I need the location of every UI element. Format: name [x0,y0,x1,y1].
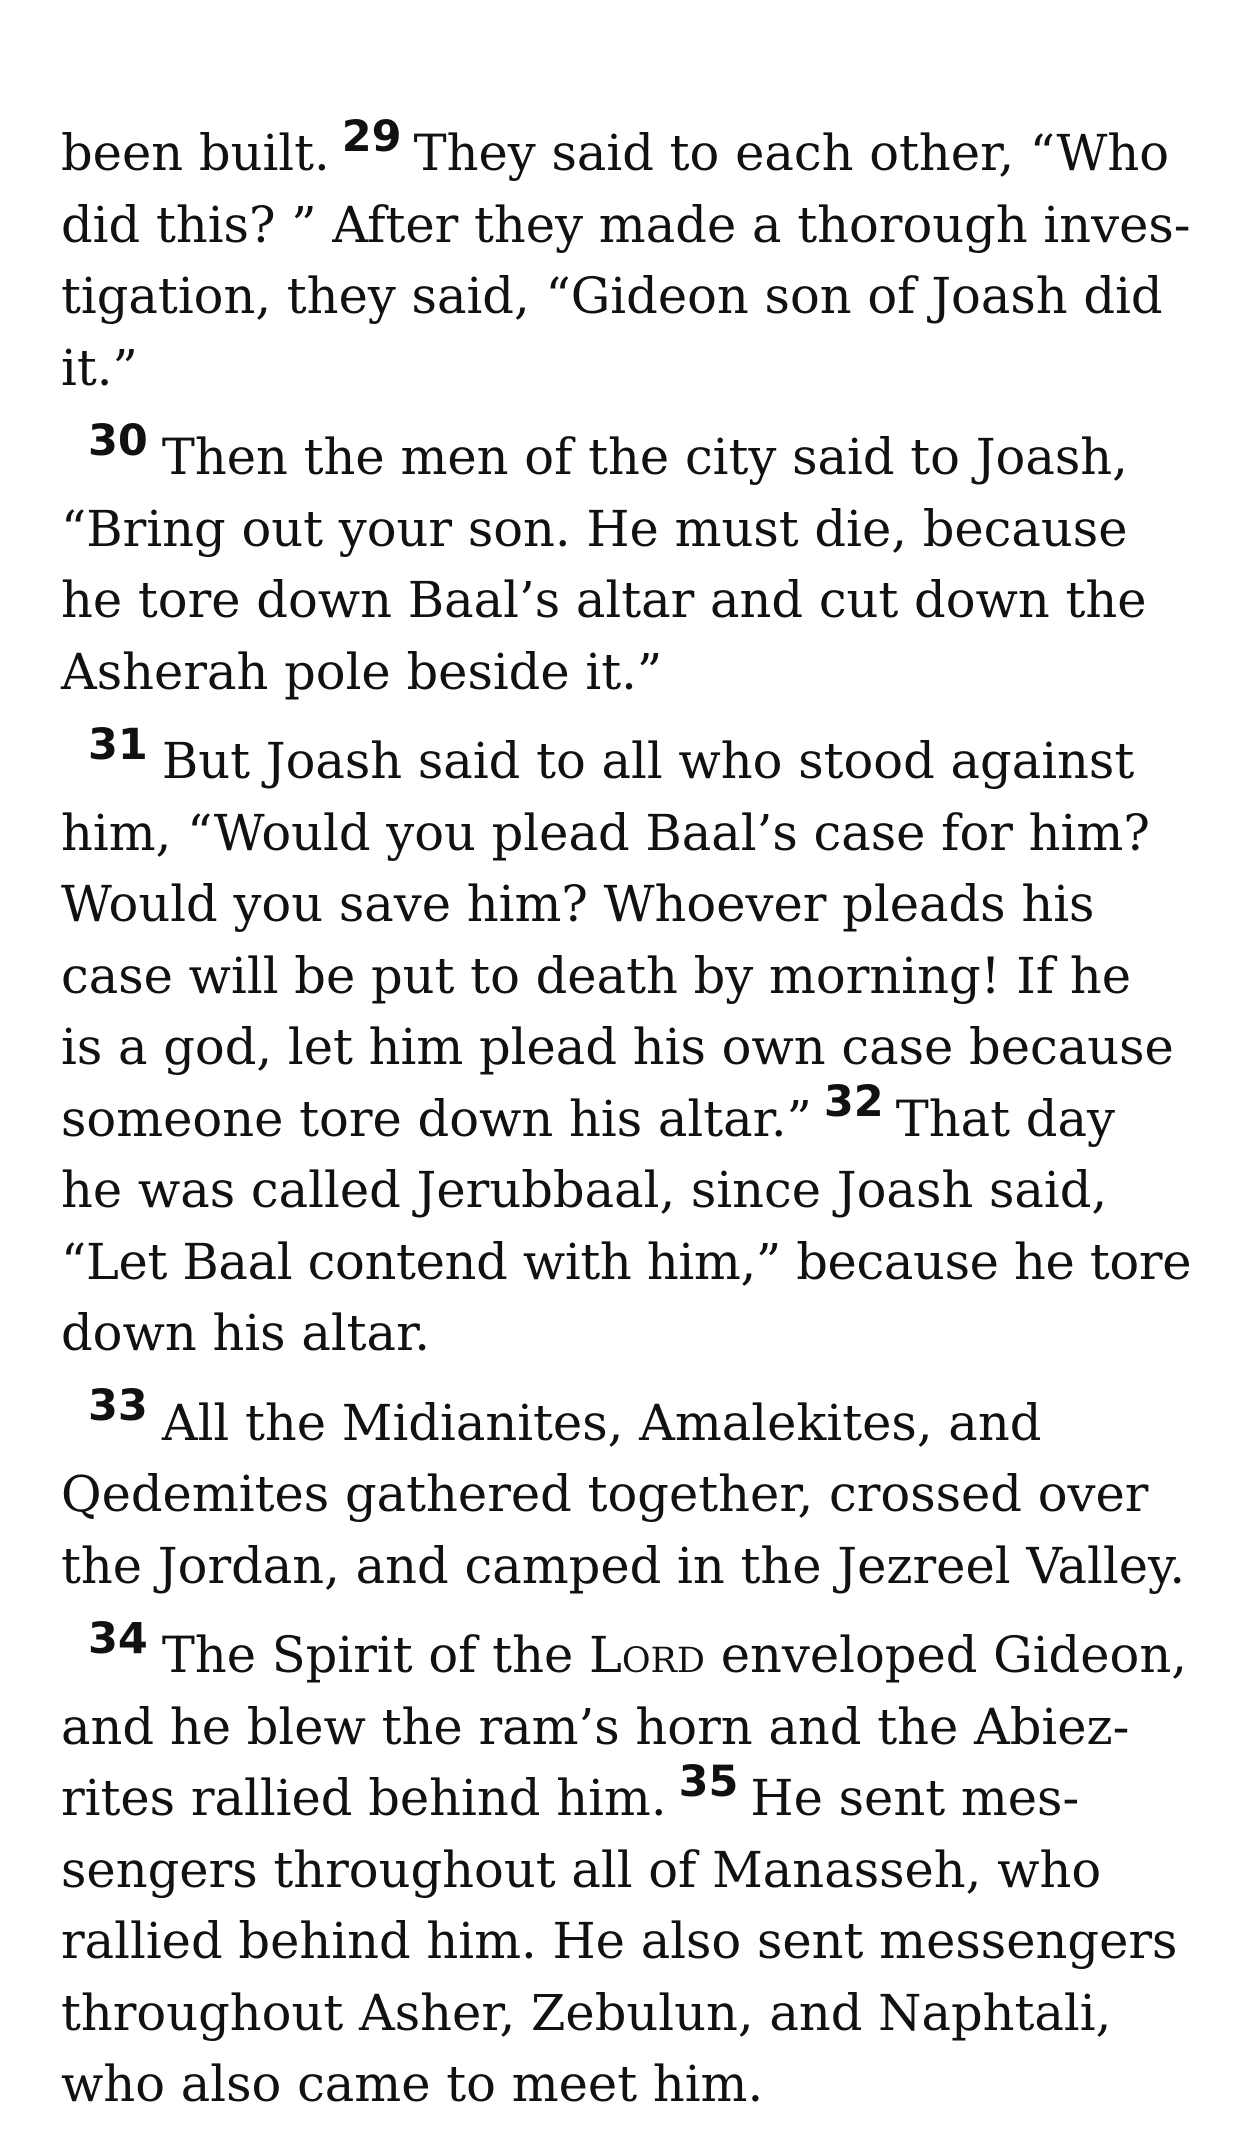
text-line [61,1459,1191,1531]
verse-text: case will be put to death by morning! If he [61,946,1132,1005]
verse-text: Then the men of the city said to Joash, [161,428,1128,486]
verse-text: him, “Would you plead Baal’s case for him? [61,803,1150,862]
verse-text: “Bring out your son. He must die, because [61,499,1128,558]
text-line [61,1692,1191,1764]
scripture-passage [61,111,1192,2121]
verse-text: did this? ” After they made a thorough inves- [61,195,1191,254]
verse-text: Qedemites gathered together, crossed over [61,1465,1149,1523]
verse-text: tigation, they said, “Gideon son of Joash did [61,267,1163,325]
verse-text: rallied behind him. He also sent messengers [61,1912,1178,1970]
text-line [61,333,1191,405]
text-line [61,1906,1191,1978]
verse-text: throughout Asher, Zebulun, and Naphtali, [61,1983,1112,2042]
verse-text: someone tore down his altar.” [61,1089,812,1148]
verse-text: “Let Baal contend with him,” because he tore [61,1232,1192,1291]
text-line [61,565,1191,637]
text-line [61,1012,1191,1084]
verse-text: enveloped Gideon, [704,1626,1187,1684]
verse-text: who also came to meet him. [61,2055,764,2113]
text-line [61,941,1191,1013]
text-line [61,190,1191,262]
text-line [61,1531,1191,1603]
verse-text: been built. [61,124,330,182]
text-line [61,1835,1191,1907]
text-line [61,1978,1191,2050]
text-line [61,1756,1191,1835]
verse-number: 35 [678,1756,739,1807]
verse-text: it.” [61,338,138,397]
text-line [61,1298,1191,1370]
verse-text: The Spirit of the [161,1626,589,1684]
verse-number: 34 [88,1613,148,1664]
verse-number: 29 [341,111,402,162]
text-line [61,1381,1191,1460]
verse-number: 33 [88,1381,148,1432]
verse-text: sengers throughout all of Manasseh, who [61,1840,1102,1899]
verse-text: That day [895,1089,1115,1148]
verse-text: Would you save him? Whoever pleads his [61,875,1095,933]
text-line [61,494,1191,566]
text-line [61,415,1191,494]
verse-text: All the Midianites, Amalekites, and [161,1393,1042,1452]
verse-text: he was called Jerubbaal, since Joash said, [61,1161,1108,1219]
verse-text: Asherah pole beside it.” [61,642,663,701]
text-line [61,111,1191,190]
text-line [61,719,1191,798]
text-line [61,798,1191,870]
text-line [61,2049,1191,2121]
text-line [61,261,1191,333]
text-line [61,1155,1191,1227]
text-line [61,869,1191,941]
verse-text: They said to each other, “Who [413,124,1170,182]
verse-text: down his altar. [61,1304,431,1362]
verse-text: rites rallied behind him. [61,1769,667,1827]
text-line [61,637,1191,709]
verse-text: But Joash said to all who stood against [161,732,1135,790]
verse-number: 32 [823,1077,884,1128]
verse-text: is a god, let him plead his own case because [61,1018,1174,1076]
text-line [61,1077,1191,1156]
text-line [61,1227,1191,1299]
verse-number: 30 [88,415,148,466]
divine-name: Lord [588,1626,705,1684]
verse-text: the Jordan, and camped in the Jezreel Valley. [61,1536,1186,1595]
verse-text: and he blew the ram’s horn and the Abiez- [61,1697,1130,1756]
verse-number: 31 [88,719,148,770]
verse-text: He sent mes- [750,1769,1080,1827]
verse-text: he tore down Baal’s altar and cut down the [61,571,1147,629]
text-line [61,1613,1191,1692]
